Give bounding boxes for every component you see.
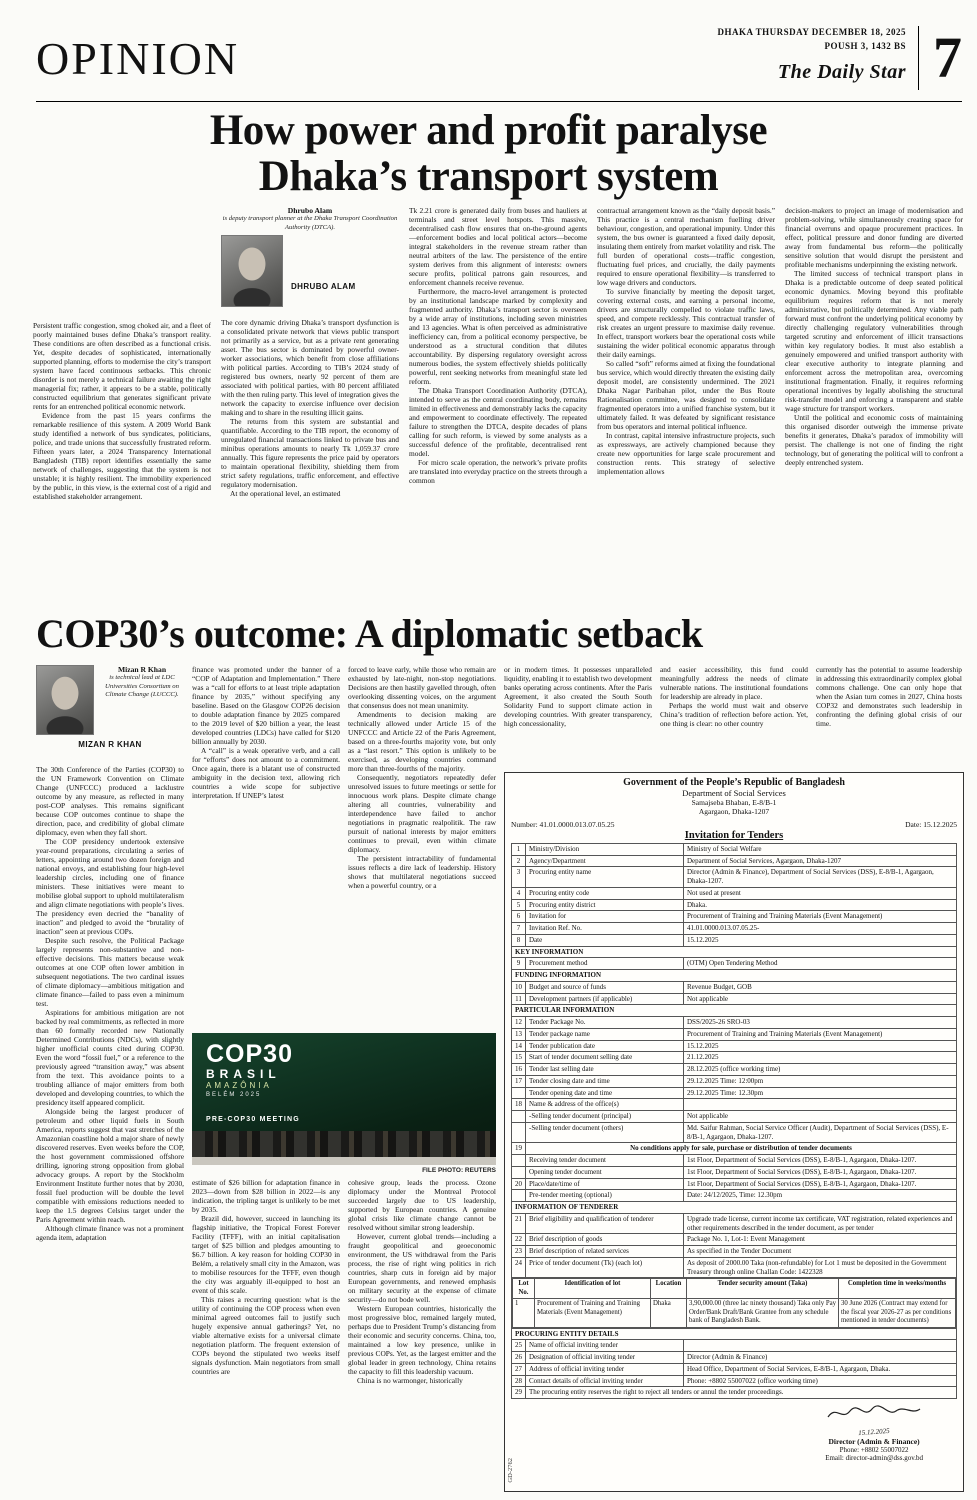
- tender-row-label: Tender last selling date: [526, 1064, 684, 1076]
- tender-row-number: 17: [512, 1075, 526, 1087]
- tender-row: [512, 867, 957, 888]
- tender-row-value: Not used at present: [684, 887, 957, 899]
- photo-caption: FILE PHOTO: REUTERS: [422, 1167, 496, 1174]
- tender-row-number: [512, 1155, 526, 1167]
- tender-row-number: [512, 1190, 526, 1202]
- article2-column-1-text: [36, 765, 184, 1242]
- tender-row-number: 23: [512, 1246, 526, 1258]
- tender-row: [512, 1178, 957, 1190]
- tender-row-label: Place/date/time of: [526, 1178, 684, 1190]
- cop30-photo: [192, 1033, 496, 1165]
- lot-table: [512, 1278, 956, 1327]
- tender-row-number: 10: [512, 981, 526, 993]
- tender-row: [512, 1363, 957, 1375]
- tender-row-number: 8: [512, 934, 526, 946]
- tender-row-number: 3: [512, 867, 526, 888]
- tender-row: [512, 887, 957, 899]
- article1-author-block: [221, 206, 399, 318]
- tender-row: [512, 1122, 957, 1143]
- paragraph: currently has the potential to assume leadership in addressing this extraordinarily complex global commons challenge. One can only hope that when the Asian turn comes in 2027, China hosts COP32 and demonstrates such leadership in confronting the defining global crisis of our time.: [816, 665, 962, 728]
- masthead-right: [718, 26, 962, 90]
- tender-row-label: Contact details of official inviting tender: [526, 1375, 684, 1387]
- tender-row-value: Not applicable: [684, 993, 957, 1005]
- tender-row: [512, 1040, 957, 1052]
- date-line-2: POUSH 3, 1432 BS: [824, 40, 906, 51]
- signatory-designation: Director (Admin & Finance): [828, 1437, 920, 1447]
- tender-number: Number: 41.01.0000.013.07.05.25: [511, 819, 615, 829]
- tender-row: [512, 993, 957, 1005]
- signature-area: [511, 1403, 957, 1465]
- tender-row-label: Procuring entity district: [526, 899, 684, 911]
- paragraph: Consequently, negotiators repeatedly defer unresolved issues to future meetings or settle for innocuous work plans. Despite climate change altering all countries, vulnerability and interdependence have failed to anchor negotiations in pragmatic realpolitik. The raw pursuit of national interests by major emitters continues to prevail, even within climate diplomacy.: [348, 773, 496, 854]
- tender-row-label: Procuring entity name: [526, 867, 684, 888]
- tender-row: [512, 1052, 957, 1064]
- tender-row: [512, 970, 957, 982]
- tender-row-number: 1: [512, 843, 526, 855]
- tender-row-label: Pre-tender meeting (optional): [526, 1190, 684, 1202]
- tender-section-header: KEY INFORMATION: [512, 946, 957, 958]
- tender-section-header: INFORMATION OF TENDERER: [512, 1202, 957, 1214]
- tender-row: [512, 1257, 957, 1278]
- tender-row: [512, 843, 957, 855]
- paragraph: In contrast, capital intensive infrastructure projects, such as expressways, are actively championed because they create new opportunities for large scale procurement and construction rents. This strategy of selective implementation allows: [597, 431, 775, 476]
- tender-row-label: Procuring entity code: [526, 887, 684, 899]
- tender-row-value: Upgrade trade license, current income tax certificate, VAT registration, related experiences and other requirements described in the tender document, as per tender: [684, 1213, 957, 1234]
- tender-row: [512, 934, 957, 946]
- tender-row: [512, 1202, 957, 1214]
- tender-row-label: Designation of official inviting tender: [526, 1352, 684, 1364]
- article2-byline: MIZAN R KHAN: [78, 740, 142, 749]
- paragraph: For micro scale operation, the network’s private profits are translated into everyday practice on the streets through a common: [409, 458, 587, 485]
- tender-note: The procuring entity reserves the right to reject all tenders or annul the tender proceedings.: [526, 1387, 957, 1399]
- author2-name: Mizan R Khan: [117, 665, 167, 674]
- tender-row-value: Phone: +8802 55007022 (office working time): [684, 1375, 957, 1387]
- article2-author-block: [36, 665, 184, 765]
- tender-row: [512, 1352, 957, 1364]
- article1-column-2-text: [221, 318, 399, 498]
- tender-row-label: Name & address of the office(s): [526, 1099, 684, 1111]
- signature-scribble: [826, 1403, 922, 1423]
- article2-headline: COP30’s outcome: A diplomatic setback: [36, 611, 703, 656]
- tender-row-value: [684, 1340, 957, 1352]
- article1-headline: [0, 108, 977, 200]
- tender-row-label: Invitation Ref. No.: [526, 923, 684, 935]
- tender-address-line2: Agargaon, Dhaka-1207: [698, 807, 770, 817]
- paragraph: Alongside being the largest producer of petroleum and other liquid fuels in South America, reports suggest that vast stretches of the Amazonian coastline hold a major share of newly discovered reserves. Even weeks before the COP, the host government commissioned offshore drilling, ignoring strong opposition from global advocacy groups. A report by the Stockholm Environment Institute further notes that by 2030, fossil fuel production will be double the level compatible with emissions reductions needed to keep the 1.5 degrees Celsius target under the Paris Agreement within reach.: [36, 1107, 184, 1224]
- paragraph: forced to leave early, while those who remain are exhausted by late-night, non-stop negotiations. Decisions are then hastily gavelled through, often overlooking dissenting voices, on the argument that consensus does not mean unanimity.: [348, 665, 496, 710]
- article1-byline: DHRUBO ALAM: [291, 282, 356, 292]
- tender-row-value: Dhaka.: [684, 899, 957, 911]
- author2-bio: is technical lead at LDC Universities Consortium on Climate Change (LUCCC).: [105, 674, 179, 699]
- paragraph: cohesive group, leads the process. Ozone diplomacy under the Montreal Protocol succeeded largely due to US leadership, supported by European countries. A genuine global crisis like climate change cannot be resolved without similar strong leadership.: [348, 1178, 496, 1232]
- tender-row-number: 14: [512, 1040, 526, 1052]
- tender-row: [512, 899, 957, 911]
- paragraph: This raises a recurring question: what is the utility of continuing the COP process when even minimal agreed outcomes fail to justify such hugely expensive annual gatherings? Yet, no viable alternative exists for a universal climate negotiation platform. The frequent extension of COPs beyond the stipulated two weeks itself signals dysfunction. Main negotiators from small countries are: [192, 1295, 340, 1376]
- tender-row-label: Tender publication date: [526, 1040, 684, 1052]
- tender-row: [512, 1017, 957, 1029]
- lot-cell: Procurement of Training and Training Materials (Event Management): [535, 1299, 651, 1327]
- author1-portrait-photo: [221, 235, 283, 307]
- cop30-photo-people: [192, 1131, 496, 1157]
- tender-row-value: 28.12.2025 (office working time): [684, 1064, 957, 1076]
- tender-department-line: Department of Social Services: [682, 788, 786, 798]
- cop30-photo-table-strip: [192, 1157, 496, 1165]
- tender-row-value: Procurement of Training and Training Materials (Event Management): [684, 1028, 957, 1040]
- tender-row-label: Receiving tender document: [526, 1155, 684, 1167]
- tender-row-number: 13: [512, 1028, 526, 1040]
- tender-row-value: 29.12.2025 Time: 12:00pm: [684, 1075, 957, 1087]
- signatory-email: Email: director-admin@dss.gov.bd: [825, 1454, 923, 1463]
- cop30-logo-line3: AMAZÔNIA: [206, 1081, 272, 1090]
- paragraph: However, current global trends—including a fraught geopolitical and geoeconomic environment, the US withdrawal from the Paris process, the rise of right wing politics in rich countries, sharp cuts in foreign aid by major European governments, and renewed emphasis on military security at the expense of climate security—do not bode well.: [348, 1232, 496, 1304]
- tender-row-value: 1st Floor, Department of Social Services (DSS), E-8/B-1, Agargaon, Dhaka-1207.: [684, 1155, 957, 1167]
- tender-row-label: Tender package name: [526, 1028, 684, 1040]
- tender-row-value: 1st Floor, Department of Social Services (DSS), E-8/B-1, Agargaon, Dhaka-1207.: [684, 1166, 957, 1178]
- tender-row-number: 6: [512, 911, 526, 923]
- paragraph: Persistent traffic congestion, smog choked air, and a fleet of poorly maintained buses define Dhaka’s transport reality. These conditions are often described as a functional crisis. Yet, despite decades of sophisticated, internationally supported planning, efforts to modernise the city’s transport system have faced continuous setbacks. This chronic disorder is not merely a technical failure awaiting the right managerial fix; rather, it appears to be a stable, politically constructed equilibrium that generates significant private rents for an entrenched political economic network.: [33, 321, 211, 411]
- tender-row-value: Procurement of Training and Training Materials (Event Management): [684, 911, 957, 923]
- tender-row-number: 24: [512, 1257, 526, 1278]
- cop30-logo-line2: BRASIL: [206, 1067, 281, 1081]
- paragraph: The core dynamic driving Dhaka’s transport dysfunction is a consolidated private network that views public transport not primarily as a service, but as a private rent generating asset. The bus sector is dominated by powerful owner-worker associations, which benefit from close affiliations with political parties. According to TIB’s 2024 study of registered bus owners, nearly 92 percent of them are associated with political parties, with 80 percent affiliated with the then ruling party. This level of integration gives the network the capacity to exercise influence over decision making and to share in the resulting illicit gains.: [221, 318, 399, 417]
- tender-notice: [504, 772, 964, 1492]
- tender-row-value: Revenue Budget, GOB: [684, 981, 957, 993]
- tender-row-label: Brief description of goods: [526, 1234, 684, 1246]
- tender-row-value: (OTM) Open Tendering Method: [684, 958, 957, 970]
- tender-row-number: 12: [512, 1017, 526, 1029]
- tender-table: [511, 843, 957, 1399]
- tender-section-header: FUNDING INFORMATION: [512, 970, 957, 982]
- tender-row-label: Tender opening date and time: [526, 1087, 684, 1099]
- article1-column-1: [33, 206, 211, 608]
- tender-row-label: Date: [526, 934, 684, 946]
- article1-body: [33, 206, 963, 608]
- tender-row-number: [512, 1122, 526, 1143]
- tender-row: [512, 1028, 957, 1040]
- lot-cell: 30 June 2026 (Contract may extend for the fiscal year 2026-27 as per conditions mentioned in tender documents): [839, 1299, 956, 1327]
- tender-row: [512, 1190, 957, 1202]
- paragraph: estimate of $26 billion for adaptation finance in 2023—down from $28 billion in 2022—is any indication, the tripling target is unlikely to be met by 2035.: [192, 1178, 340, 1214]
- tender-row-number: 20: [512, 1178, 526, 1190]
- lot-header-row: [513, 1279, 956, 1299]
- date-line-1: DHAKA THURSDAY DECEMBER 18, 2025: [717, 27, 906, 37]
- article2-column-4: [504, 665, 652, 766]
- tender-row-label: Invitation for: [526, 911, 684, 923]
- tender-row: [512, 1246, 957, 1258]
- paragraph: The returns from this system are substantial and quantifiable. According to the TIB report, the economy of unregulated financial transactions linked to private bus and minibus operations amounts to nearly Tk 1,059.37 crore annually. This figure represents the price paid by operators to maintain operational flexibility, shielding them from strict safety regulations, traffic enforcement, and effective regulatory modernisation.: [221, 417, 399, 489]
- article2-column-2-bottom: [192, 1178, 340, 1492]
- tender-row-label: Brief eligibility and qualification of tenderer: [526, 1213, 684, 1234]
- author2-portrait-photo: [36, 665, 94, 735]
- paragraph: Evidence from the past 15 years confirms the remarkable resilience of this system. A 2009 World Bank study identified a network of bus syndicates, politicians, police, and trade unions that successfully frustrated reform. Fifteen years later, a 2024 Transparency International Bangladesh (TIB) report identifies essentially the same network of challenges, suggesting that the system is not unstable; it is highly resilient. The immobility experienced by the public, in this view, is the external cost of a rigid and established stakeholder arrangement.: [33, 411, 211, 501]
- tender-row-value: 15.12.2025: [684, 1040, 957, 1052]
- tender-row-number: 9: [512, 958, 526, 970]
- tender-row-label: -Selling tender document (others): [526, 1122, 684, 1143]
- paragraph: Perhaps the world must wait and observe China’s tradition of reflection before action. Yet, one thing is clear: no other country: [660, 701, 808, 728]
- tender-row-number: 4: [512, 887, 526, 899]
- tender-row-value: Not applicable: [684, 1111, 957, 1123]
- tender-row-number: [512, 1166, 526, 1178]
- tender-row-value: 41.01.0000.013.07.05.25-: [684, 923, 957, 935]
- article2-column-1: [36, 665, 184, 1492]
- tender-row: [512, 1234, 957, 1246]
- lot-table-cell: [512, 1278, 957, 1328]
- tender-row-label: Procurement method: [526, 958, 684, 970]
- paragraph: The Dhaka Transport Coordination Authority (DTCA), intended to serve as the central coordinating body, remains limited in effectiveness and demonstrably lacks the capacity and empowerment to coordinate effectively. The repeated failure to strengthen the DTCA, despite decades of plans calling for such reform, is viewed by some analysts as a successful defence of the profitable, decentralised rent model.: [409, 386, 587, 458]
- tender-row-number: 11: [512, 993, 526, 1005]
- tender-government-line: Government of the People’s Republic of Bangladesh: [623, 777, 845, 788]
- article2-column-3-top: [348, 665, 496, 1029]
- tender-row-label: Budget and source of funds: [526, 981, 684, 993]
- masthead: [36, 24, 962, 102]
- tender-row: [512, 1387, 957, 1399]
- section-title: OPINION: [36, 33, 240, 84]
- tender-row-label: Opening tender document: [526, 1166, 684, 1178]
- cop30-logo-line1: COP30: [206, 1040, 293, 1068]
- paragraph: Tk 2.21 crore is generated daily from buses and hauliers at terminals and street level hotspots. This massive, decentralised cash flow ensures that on-the-ground agents—enforcement bodies and local political actors—become integral stakeholders in the revenue stream rather than neutral arbiters of the law. The persistence of the entire system derives from this alignment of interests: owners secure profits, political patrons gain resources, and enforcement channels receive revenue.: [409, 206, 587, 287]
- tender-date: Date: 15.12.2025: [905, 819, 957, 829]
- tender-row: [512, 923, 957, 935]
- cop30-photo-badge: PRE-COP30 MEETING: [206, 1116, 300, 1123]
- paragraph: contractual arrangement known as the “daily deposit basis.” This practice is a central mechanism fuelling driver behaviour, congestion, and operational impunity. Under this system, the bus owner is guaranteed a fixed daily deposit, insulating them entirely from market volatility and risk. The full burden of operational costs—traffic congestion, fluctuating fuel prices, and crucially, the daily payments required to ensure operational flexibility—is transferred to low wage drivers and conductors.: [597, 206, 775, 287]
- tender-section-header: PARTICULAR INFORMATION: [512, 1005, 957, 1017]
- page-number: 7: [918, 26, 962, 90]
- tender-row-value: Package No. 1, Lot-1: Event Management: [684, 1234, 957, 1246]
- tender-row: [512, 855, 957, 867]
- tender-row-label: Ministry/Division: [526, 843, 684, 855]
- paragraph: Western European countries, historically the most progressive bloc, remained largely muted, perhaps due to President Trump’s distancing from their economic and security concerns. China, too, maintained a low key presence, unlike in previous COPs. Yet, as the largest emitter and the global leader in green technology, China retains the capacity to fill this leadership vacuum.: [348, 1304, 496, 1376]
- tender-row-value: Date: 24/12/2025, Time: 12.30pm: [684, 1190, 957, 1202]
- author1-bio: is deputy transport planner at the Dhaka Transport Coordination Authority (DTCA).: [222, 215, 398, 231]
- paragraph: To survive financially by meeting the deposit target, covering external costs, and earning a personal income, drivers are structurally compelled to violate traffic laws, speed, and compete recklessly. This contractual transfer of risk creates an urgent pressure to maximise daily revenue. In effect, transport workers bear the operational costs while sustaining the wider political economic apparatus through their daily earnings.: [597, 287, 775, 359]
- tender-row-number: 22: [512, 1234, 526, 1246]
- tender-row-value: DSS/2025-26 SRO-03: [684, 1017, 957, 1029]
- article2-column-6: [816, 665, 962, 766]
- article1-column-3: [409, 206, 587, 608]
- tender-row-label: Name of official inviting tender: [526, 1340, 684, 1352]
- tender-row-label: Agency/Department: [526, 855, 684, 867]
- tender-row-number: 26: [512, 1352, 526, 1364]
- tender-row-value: Ministry of Social Welfare: [684, 843, 957, 855]
- tender-title: Invitation for Tenders: [684, 829, 784, 841]
- tender-row-number: 15: [512, 1052, 526, 1064]
- tender-row: [512, 1075, 957, 1087]
- paragraph: Furthermore, the macro-level arrangement is protected by an institutional landscape marked by complexity and fragmented authority. Dhaka’s transport sector is overseen by a wide array of institutions, including seven ministries and 13 agencies. What is often perceived as administrative inefficiency can, from a political economy perspective, be understood as a structural condition that dilutes accountability. By dispersing regulatory oversight across numerous bodies, the system effectively shields politically powerful, rent seeking networks from meaningful state led reform.: [409, 287, 587, 386]
- tender-row-value: As specified in the Tender Document: [684, 1246, 957, 1258]
- tender-row-value: [684, 1099, 957, 1111]
- tender-row-number: 7: [512, 923, 526, 935]
- paragraph: Aspirations for ambitious mitigation are not backed by real commitments, as reflected in more than 60 formally recorded new Nationally Determined Contributions (NDCs), with slightly higher unofficial counts cited during COP30. Even the word “fossil fuel,” or a reference to the previously agreed “transition away,” was absent from the text. This avoidance points to a troubling alliance of major emitters from both developed and developing countries, to which the presidency itself appeared complicit.: [36, 1008, 184, 1107]
- paragraph: finance was promoted under the banner of a “COP of Adaptation and Implementation.” There was a “call for efforts to at least triple adaptation finance by 2035,” without specifying any baseline. Based on the Glasgow COP26 decision to double adaptation finance by 2025 compared to the 2019 level of $20 billion a year, the least developed countries (LDCs) have called for $120 billion annually by 2030.: [192, 665, 340, 746]
- article2-column-3-bottom: [348, 1178, 496, 1492]
- tender-row: [512, 1087, 957, 1099]
- paragraph: At the operational level, an estimated: [230, 489, 341, 498]
- lot-cell: Dhaka: [651, 1299, 687, 1327]
- tender-row-value: Head Office, Department of Social Services, E-8/B-1, Agargaon, Dhaka.: [684, 1363, 957, 1375]
- tender-row: [512, 1166, 957, 1178]
- paragraph: So called “soft” reforms aimed at fixing the foundational bus service, which would directly threaten the existing daily deposit model, are consistently undermined. The 2021 Dhaka Nagar Paribahan pilot, under the Bus Route Rationalisation committee, was designed to consolidate fragmented operators into a unified franchise system, but it ultimately failed. It was defeated by significant resistance from bus operators and internal political influence.: [597, 359, 775, 431]
- tender-row-label: Brief description of related services: [526, 1246, 684, 1258]
- tender-row: [512, 1213, 957, 1234]
- article1-column-2: [221, 206, 399, 608]
- tender-row-number: [512, 1087, 526, 1099]
- tender-address-line1: Samajseba Bhaban, E-8/B-1: [691, 798, 777, 807]
- tender-row-number: 25: [512, 1340, 526, 1352]
- tender-row-number: 28: [512, 1375, 526, 1387]
- tender-row-label: -Selling tender document (principal): [526, 1111, 684, 1123]
- tender-row-label: Tender closing date and time: [526, 1075, 684, 1087]
- tender-row: [512, 981, 957, 993]
- tender-row-number: 16: [512, 1064, 526, 1076]
- lot-header: Identification of lot: [535, 1279, 651, 1299]
- tender-row-number: 5: [512, 899, 526, 911]
- tender-row: [512, 1064, 957, 1076]
- tender-row-value: 1st Floor, Department of Social Services (DSS), E-8/B-1, Agargaon, Dhaka-1207.: [684, 1178, 957, 1190]
- tender-row: [512, 1155, 957, 1167]
- paragraph: Despite such resolve, the Political Package largely represents non-substantive and non-effective decisions. This matters because weak outcomes at one COP often lower ambition in subsequent negotiations. The two cardinal issues of climate diplomacy—ambitious mitigation and climate finance—failed to pass even a minimum test.: [36, 936, 184, 1008]
- tender-row: [512, 911, 957, 923]
- tender-row-value: Md. Saifur Rahman, Social Service Officer (Audit), Department of Social Services (DSS), E-8/B-1, Agargaon, Dhaka-1207.: [684, 1122, 957, 1143]
- lot-cell: 1: [513, 1299, 535, 1327]
- tender-row-number: 21: [512, 1213, 526, 1234]
- tender-row-label: Price of tender document (Tk) (each lot): [526, 1257, 684, 1278]
- tender-row-number: 27: [512, 1363, 526, 1375]
- tender-row: [512, 1340, 957, 1352]
- article1-headline-line2: Dhaka’s transport system: [258, 153, 719, 200]
- tender-row: [512, 1375, 957, 1387]
- tender-row: [512, 1143, 957, 1155]
- tender-row: [512, 1278, 957, 1328]
- lot-header: Location: [651, 1279, 687, 1299]
- lot-header: Lot No.: [513, 1279, 535, 1299]
- tender-row: [512, 1328, 957, 1340]
- tender-row-label: Development partners (if applicable): [526, 993, 684, 1005]
- article2-column-5: [660, 665, 808, 766]
- tender-row-value: 15.12.2025: [684, 934, 957, 946]
- paragraph: The persistent intractability of fundamental issues reflects a dire lack of leadership. History shows that multilateral negotiations succeed when a powerful country, or a: [348, 854, 496, 890]
- tender-table-body: [512, 843, 957, 1398]
- tender-row-value: Department of Social Services, Agargaon, Dhaka-1207: [684, 855, 957, 867]
- newspaper-logo: The Daily Star: [777, 60, 906, 83]
- article1-column-5: [785, 206, 963, 608]
- tender-row: [512, 1005, 957, 1017]
- paragraph: decision-makers to project an image of modernisation and problem-solving, while simultaneously creating space for financial overruns and opaque procurement practices. In effect, political pressure and donor funding are diverted away from fundamental bus reform—the politically sensitive solution that would disrupt the persistent and profitable mechanisms underpinning the existing network.: [785, 206, 963, 269]
- cop30-logo: [206, 1042, 293, 1098]
- lot-header: Completion time in weeks/months: [839, 1279, 956, 1299]
- tender-row-value: Director (Admin & Finance), Department of Social Services (DSS), E-8/B-1, Agargaon, Dhaka-1207.: [684, 867, 957, 888]
- tender-row-value: 21.12.2025: [684, 1052, 957, 1064]
- tender-row: [512, 1111, 957, 1123]
- lot-data-row: [513, 1299, 956, 1327]
- tender-row-value: As deposit of 2000.00 Taka (non-refundable) for Lot 1 must be deposited in the Government Treasury through online Challan Code: 1422328: [684, 1257, 957, 1278]
- signatory-phone: Phone: +8802 55007022: [839, 1446, 909, 1455]
- tender-section-header: PROCURING ENTITY DETAILS: [512, 1328, 957, 1340]
- tender-number-line: [511, 820, 957, 829]
- paragraph: A “call” is a weak operative verb, and a call for “efforts” does not amount to a commitment. Once again, there is a blatant use of constructed ambiguity in the decision text, allowing rich countries a wide scope for subjective interpretation. If UNEP’s latest: [192, 746, 340, 800]
- tender-row-number: 2: [512, 855, 526, 867]
- article1-headline-line1: How power and profit paralyse: [209, 107, 768, 154]
- paragraph: Brazil did, however, succeed in launching its flagship initiative, the Tropical Forest Forever Facility (TFFF), with an initial capitalisation target of $25 billion and pledges amounting to $6.7 billion. A key reason for holding COP30 in Belém, a relatively small city in the Amazon, was to mobilise resources for the TFFF, even though the city was arguably ill-equipped to host an event of this scale.: [192, 1214, 340, 1295]
- paragraph: The COP presidency undertook extensive year-round preparations, circulating a series of letters, appointing around two dozen foreign and national envoys, and establishing four high-level leadership circles, including one of finance ministers. These initiatives were meant to mobilise global support to uphold multilateralism and align climate negotiations with people’s lives. The presidency even decried the “banality of inaction” and pledged to avoid the “brutality of inaction” seen at previous COPs.: [36, 837, 184, 936]
- cop30-logo-line4: BELÉM 2025: [206, 1092, 262, 1098]
- tender-row: [512, 946, 957, 958]
- article1-column-4: [597, 206, 775, 608]
- paragraph: Although climate finance was not a prominent agenda item, adaptation: [36, 1224, 184, 1242]
- date-block: [718, 26, 906, 88]
- lot-header: Tender security amount (Taka): [687, 1279, 839, 1299]
- tender-row-number: 18: [512, 1099, 526, 1111]
- tender-note: No conditions apply for sale, purchase or distribution of tender documents: [526, 1143, 957, 1155]
- tender-row-label: Start of tender document selling date: [526, 1052, 684, 1064]
- tender-row-number: [512, 1111, 526, 1123]
- author1-name: Dhrubo Alam: [287, 206, 333, 215]
- article2-column-2-top: [192, 665, 340, 1029]
- paragraph: The limited success of technical transport plans in Dhaka is a predictable outcome of deep seated political economic dynamics. Moving beyond this profitable equilibrium requires reform that is not merely administrative, but politically determined. Any viable path forward must confront the underlying political economy by directly challenging regulatory vulnerabilities through targeted scrutiny and enforcement of illicit transactions within key regulatory bodies. It must also establish a genuinely empowered and unified transport authority with clear executive authority to integrate planning and enforcement across the metropolitan area, overcoming institutional fragmentation. Finally, it requires reforming operational incentives by legally abolishing the structural risk-transfer model and enforcing a transparent and stable wage structure for transport workers.: [785, 269, 963, 413]
- paragraph: The 30th Conference of the Parties (COP30) to the UN Framework Convention on Climate Change (UNFCCC) produced a lacklustre outcome by any measure, as reflected in many post-COP analyses. This remains significant because COP outcomes continue to shape the direction, pace, and credibility of global climate diplomacy, even when they fall short.: [36, 765, 184, 837]
- tender-row-value: Director (Admin & Finance): [684, 1352, 957, 1364]
- tender-row: [512, 1099, 957, 1111]
- tender-row-number: 29: [512, 1387, 526, 1399]
- paragraph: China is no warmonger, historically: [357, 1376, 463, 1385]
- paragraph: and easier accessibility, this fund could meaningfully address the needs of climate vulnerable nations. The institutional foundations for leadership are already in place.: [660, 665, 808, 701]
- paragraph: Amendments to decision making are technically allowed under Article 15 of the UNFCCC and Article 22 of the Paris Agreement, based on a three-fourths majority vote, but only as a “last resort.” This option is unlikely to be exercised, as developing countries command more than three-fourths of the majority.: [348, 710, 496, 773]
- paragraph: or in modern times. It possesses unparalleled liquidity, enabling it to establish two development banks operating across continents. After the Paris Agreement, it also created the South South Solidarity Fund to support climate action in developing countries. With greater transparency, high concessionality,: [504, 665, 652, 728]
- signature-date: 15.12.2025: [858, 1427, 891, 1438]
- ad-code: GD-2762: [507, 1458, 514, 1483]
- tender-row-label: Address of official inviting tender: [526, 1363, 684, 1375]
- tender-row-value: 29.12.2025 Time: 12.30pm: [684, 1087, 957, 1099]
- tender-row: [512, 958, 957, 970]
- tender-row-number: 19: [512, 1143, 526, 1155]
- paragraph: Until the political and economic costs of maintaining this organised disorder outweigh the immense private benefits it generates, Dhaka’s paradox of immobility will persist. The challenge is not one of finding the right technology, but of generating the political will to confront a deeply entrenched system.: [785, 413, 963, 467]
- tender-row-label: Tender Package No.: [526, 1017, 684, 1029]
- lot-cell: 3,90,000.00 (three lac ninety thousand) Taka only Pay Order/Bank Draft/Bank Grantee from any schedule bank of Bangladesh Bank.: [687, 1299, 839, 1327]
